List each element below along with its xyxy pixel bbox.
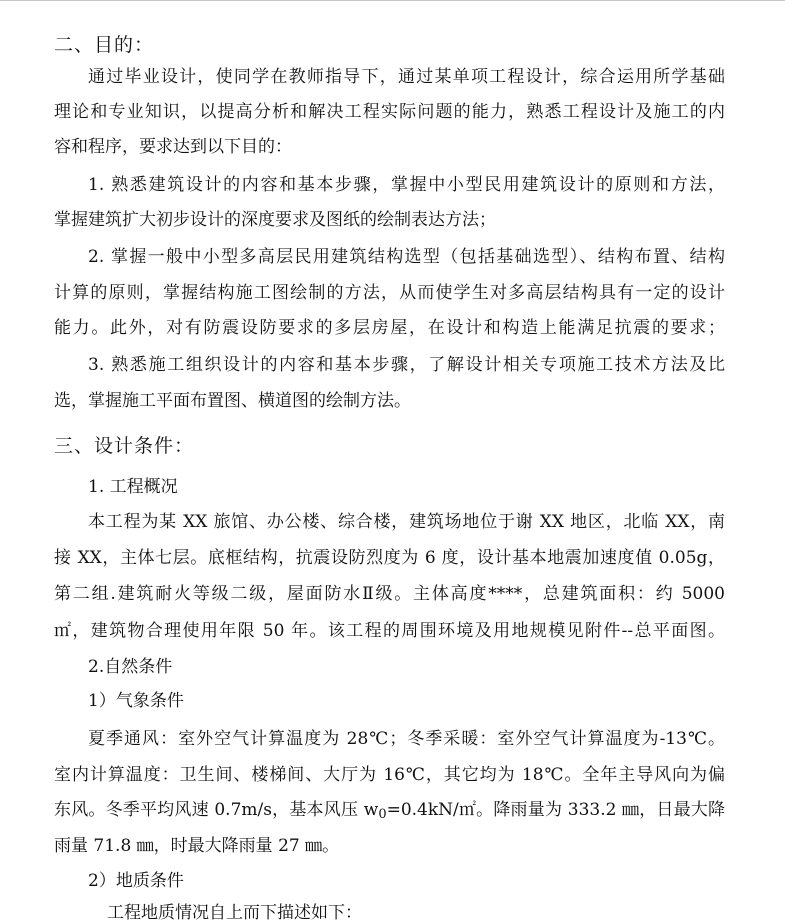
paragraph-line: 理论和专业知识，以提高分析和解决工程实际问题的能力，熟悉工程设计及施工的内 <box>54 102 725 122</box>
section-heading-purpose: 二、目的： <box>54 34 155 56</box>
list-item-line: 2. 掌握一般中小型多高层民用建筑结构选型（包括基础选型）、结构布置、结构 <box>88 247 725 267</box>
paragraph-line: ㎡，建筑物合理使用年限 50 年。该工程的周围环境及用地规模见附件--总平面图。 <box>54 621 725 641</box>
list-item-line: 计算的原则，掌握结构施工图绘制的方法，从而使学生对多高层结构具有一定的设计 <box>54 283 725 303</box>
paragraph-line: 通过毕业设计，使同学在教师指导下，通过某单项工程设计，综合运用所学基础 <box>88 67 725 87</box>
subheading-natural-conditions: 2.自然条件 <box>88 657 173 677</box>
text-segment: =0.4kN/㎡。降雨量为 333.2 ㎜，日最大降 <box>386 800 725 820</box>
subheading-climate: 1）气象条件 <box>88 691 184 711</box>
section-heading-design-conditions: 三、设计条件： <box>54 435 195 457</box>
paragraph-line: 室内计算温度：卫生间、楼梯间、大厅为 16℃，其它均为 18℃。全年主导风向为偏 <box>54 765 725 785</box>
paragraph-line <box>54 799 725 826</box>
paragraph-line: 本工程为某 XX 旅馆、办公楼、综合楼，建筑场地位于谢 XX 地区，北临 XX，南 <box>88 512 725 532</box>
subheading-overview: 1. 工程概况 <box>88 477 178 497</box>
subheading-geology: 2）地质条件 <box>88 871 184 891</box>
paragraph-line: 第二组.建筑耐火等级二级，屋面防水Ⅱ级。主体高度****，总建筑面积：约 5000 <box>54 584 725 604</box>
list-item-line: 掌握建筑扩大初步设计的深度要求及图纸的绘制表达方法； <box>54 210 496 230</box>
paragraph-line: 雨量 71.8 ㎜，时最大降雨量 27 ㎜。 <box>54 836 340 856</box>
paragraph-line: 容和程序，要求达到以下目的： <box>54 137 292 157</box>
paragraph-line: 接 XX，主体七层。底框结构，抗震设防烈度为 6 度，设计基本地震加速度值 0.05g， <box>54 548 725 568</box>
list-item-line: 能力。此外，对有防震设防要求的多层房屋，在设计和构造上能满足抗震的要求； <box>54 318 725 338</box>
list-item-line: 1. 熟悉建筑设计的内容和基本步骤，掌握中小型民用建筑设计的原则和方法， <box>88 175 725 195</box>
subscript-zero: 0 <box>378 807 387 822</box>
list-item-line: 3. 熟悉施工组织设计的内容和基本步骤，了解设计相关专项施工技术方法及比 <box>88 355 725 375</box>
paragraph-line: 夏季通风：室外空气计算温度为 28℃；冬季采暖：室外空气计算温度为-13℃。 <box>88 729 725 749</box>
text-segment: 东风。冬季平均风速 0.7m/s，基本风压 w <box>54 800 379 820</box>
paragraph-line: 工程地质情况自上而下描述如下： <box>107 903 362 923</box>
list-item-line: 选，掌握施工平面布置图、横道图的绘制方法。 <box>54 391 411 411</box>
